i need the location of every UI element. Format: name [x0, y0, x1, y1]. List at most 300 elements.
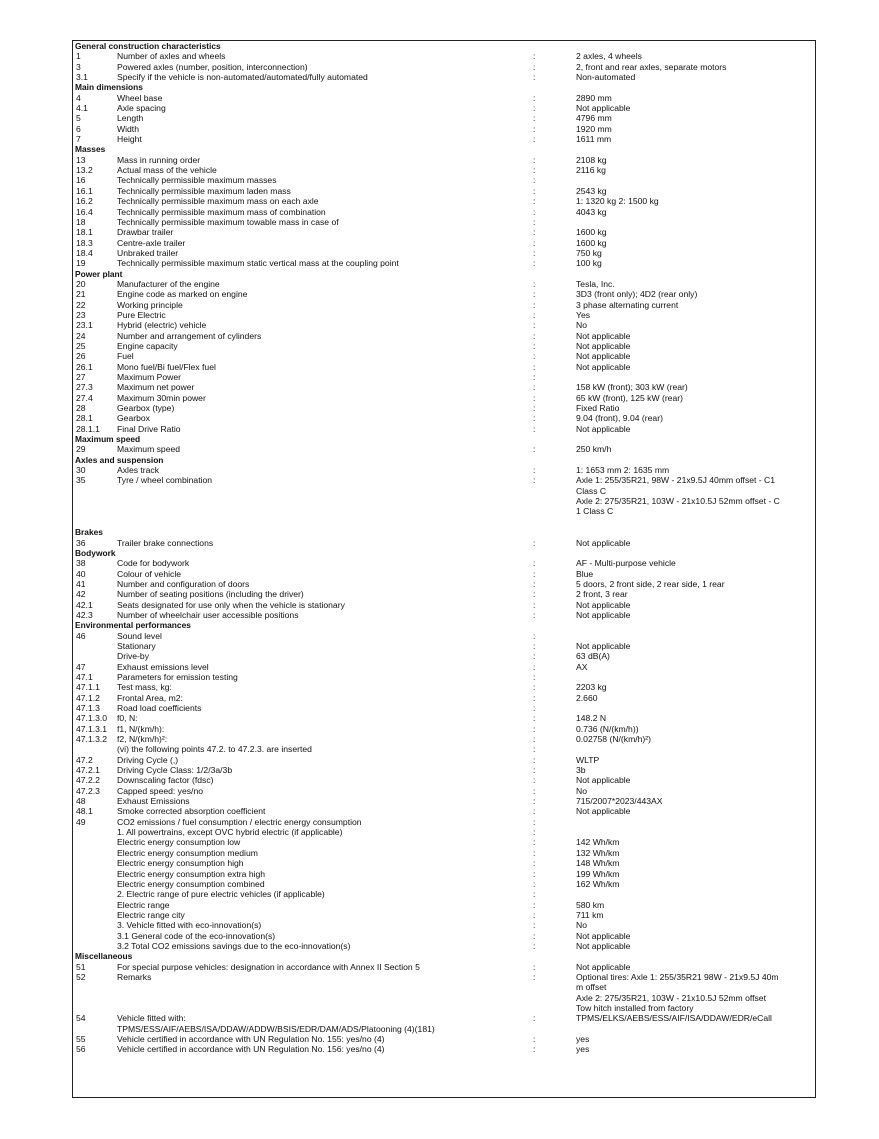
- item-value: AX: [576, 661, 588, 672]
- spec-row: [73, 869, 815, 879]
- separator: :: [533, 713, 536, 724]
- item-label: Electric energy consumption medium: [117, 847, 258, 858]
- separator: :: [533, 258, 536, 269]
- spec-row: [73, 351, 815, 361]
- spec-row: [73, 1034, 815, 1044]
- item-label: Unbraked trailer: [117, 247, 179, 258]
- item-value: No: [576, 320, 587, 331]
- separator: :: [533, 216, 536, 227]
- spec-row: [73, 786, 815, 796]
- item-number: 19: [76, 258, 86, 269]
- item-value: 1: 1320 kg 2: 1500 kg: [576, 196, 659, 207]
- separator: :: [533, 185, 536, 196]
- item-value: 158 kW (front); 303 kW (rear): [576, 382, 688, 393]
- spec-row: [73, 486, 815, 496]
- separator: :: [533, 1013, 536, 1024]
- spec-row: [73, 155, 815, 165]
- spec-row: [73, 51, 815, 61]
- item-value: 1: 1653 mm 2: 1635 mm: [576, 465, 670, 476]
- item-value: 2 front, 3 rear: [576, 589, 628, 600]
- section-heading: [73, 41, 815, 51]
- spec-row: [73, 289, 815, 299]
- item-number: 28: [76, 403, 86, 414]
- spec-row: [73, 910, 815, 920]
- section-heading: [73, 548, 815, 558]
- spec-row: [73, 424, 815, 434]
- separator: :: [533, 599, 536, 610]
- spec-row: [73, 837, 815, 847]
- separator: :: [533, 299, 536, 310]
- spec-row: [73, 506, 815, 516]
- separator: :: [533, 361, 536, 372]
- item-value: 2, front and rear axles, separate motors: [576, 61, 727, 72]
- item-number: 6: [76, 123, 81, 134]
- item-label: Drive-by: [117, 651, 149, 662]
- separator: :: [533, 330, 536, 341]
- item-label: Centre-axle trailer: [117, 237, 186, 248]
- item-number: 47.2.2: [76, 775, 100, 786]
- item-label: f2, N/(km/h)²:: [117, 734, 168, 745]
- separator: :: [533, 237, 536, 248]
- separator: :: [533, 765, 536, 776]
- item-value: 1920 mm: [576, 123, 612, 134]
- spec-row: [73, 569, 815, 579]
- item-label: Parameters for emission testing: [117, 671, 238, 682]
- separator: :: [533, 754, 536, 765]
- separator: :: [533, 196, 536, 207]
- spec-row: [73, 879, 815, 889]
- item-number: 13: [76, 154, 86, 165]
- spec-row: [73, 579, 815, 589]
- item-value: Fixed Ratio: [576, 403, 620, 414]
- separator: :: [533, 827, 536, 838]
- spec-row: [73, 300, 815, 310]
- item-value: 148 Wh/km: [576, 858, 620, 869]
- item-label: (vi) the following points 47.2. to 47.2.3. are inserted: [117, 744, 312, 755]
- item-number: 49: [76, 816, 86, 827]
- item-number: 23.1: [76, 320, 93, 331]
- item-value: 9.04 (front), 9.04 (rear): [576, 413, 663, 424]
- item-value: 1600 kg: [576, 237, 607, 248]
- separator: :: [533, 703, 536, 713]
- item-value: Not applicable: [576, 103, 631, 114]
- item-number: 35: [76, 475, 86, 486]
- spec-row: [73, 124, 815, 134]
- separator: :: [533, 971, 536, 982]
- item-number: 18.3: [76, 237, 93, 248]
- item-number: 23: [76, 309, 86, 320]
- item-value: Class C: [576, 485, 607, 496]
- item-label: Axles track: [117, 465, 160, 476]
- item-label: Test mass, kg:: [117, 682, 172, 693]
- spec-row: [73, 796, 815, 806]
- section-title: Environmental performances: [75, 620, 191, 631]
- spec-row: [73, 362, 815, 372]
- spec-row: [73, 931, 815, 941]
- spec-row: [73, 175, 815, 185]
- item-label: Technically permissible maximum masses: [117, 175, 277, 186]
- item-label: Frontal Area, m2:: [117, 692, 183, 703]
- item-number: 48: [76, 796, 86, 807]
- separator: :: [533, 858, 536, 869]
- item-label: Axle spacing: [117, 103, 166, 114]
- item-number: 16: [76, 175, 86, 186]
- item-label: Electric energy consumption combined: [117, 878, 265, 889]
- item-value: yes: [576, 1034, 590, 1044]
- separator: :: [533, 537, 536, 548]
- item-value: 162 Wh/km: [576, 878, 620, 889]
- separator: :: [533, 423, 536, 434]
- item-number: 47.1.2: [76, 692, 100, 703]
- item-value: 3D3 (front only); 4D2 (rear only): [576, 289, 698, 300]
- item-value: Not applicable: [576, 775, 631, 786]
- item-label: Powered axles (number, position, interconnection): [117, 61, 308, 72]
- item-number: 51: [76, 961, 86, 972]
- item-value: 2116 kg: [576, 165, 606, 176]
- item-label: Exhaust emissions level: [117, 661, 209, 672]
- section-heading: [73, 82, 815, 92]
- spec-row: [73, 331, 815, 341]
- separator: :: [533, 682, 536, 693]
- spec-row: [73, 538, 815, 548]
- item-number: 27: [76, 372, 86, 382]
- item-value: Yes: [576, 309, 591, 320]
- item-value: 1 Class C: [576, 506, 614, 517]
- item-value: 1611 mm: [576, 134, 612, 145]
- item-label: Number of axles and wheels: [117, 51, 226, 62]
- spec-row: [73, 713, 815, 723]
- separator: :: [533, 651, 536, 662]
- spec-row: [73, 207, 815, 217]
- spec-row: [73, 72, 815, 82]
- item-label: Gearbox (type): [117, 403, 175, 414]
- section-title: Miscellaneous: [75, 951, 133, 962]
- item-label: 3. Vehicle fitted with eco-innovation(s): [117, 920, 262, 931]
- item-number: 18.4: [76, 247, 93, 258]
- spec-row: [73, 279, 815, 289]
- separator: :: [533, 113, 536, 124]
- item-value: 250 km/h: [576, 444, 612, 455]
- section-title: Maximum speed: [75, 434, 141, 445]
- item-number: 55: [76, 1034, 86, 1044]
- separator: :: [533, 72, 536, 83]
- spec-row: [73, 475, 815, 485]
- item-label: Maximum speed: [117, 444, 181, 455]
- spec-row: [73, 693, 815, 703]
- separator: :: [533, 868, 536, 879]
- item-number: 16.2: [76, 196, 93, 207]
- separator: :: [533, 340, 536, 351]
- item-label: Capped speed: yes/no: [117, 785, 204, 796]
- item-label: Number and configuration of doors: [117, 578, 250, 589]
- spec-row: [73, 372, 815, 382]
- item-label: Technically permissible maximum mass of combination: [117, 206, 326, 217]
- spec-row: [73, 920, 815, 930]
- separator: :: [533, 609, 536, 620]
- spec-row: [73, 217, 815, 227]
- item-value: Not applicable: [576, 640, 631, 651]
- item-label: Exhaust Emissions: [117, 796, 190, 807]
- item-value: Not applicable: [576, 930, 631, 941]
- spec-row: [73, 403, 815, 413]
- section-heading: [73, 144, 815, 154]
- separator: :: [533, 878, 536, 889]
- item-value: AF - Multi-purpose vehicle: [576, 558, 676, 569]
- separator: :: [533, 847, 536, 858]
- item-label: Working principle: [117, 299, 183, 310]
- spec-row: [73, 703, 815, 713]
- item-label: Gearbox: [117, 413, 150, 424]
- item-label: Technically permissible maximum mass on each axle: [117, 196, 319, 207]
- item-label: Stationary: [117, 640, 156, 651]
- separator: :: [533, 309, 536, 320]
- spec-row: [73, 682, 815, 692]
- item-label: Final Drive Ratio: [117, 423, 181, 434]
- item-label: Maximum 30min power: [117, 392, 206, 403]
- spec-row: [73, 972, 815, 982]
- item-number: 47.1: [76, 671, 93, 682]
- spec-row: [73, 993, 815, 1003]
- item-value: No: [576, 920, 587, 931]
- separator: :: [533, 734, 536, 745]
- item-label: Colour of vehicle: [117, 568, 182, 579]
- spec-row: [73, 889, 815, 899]
- item-number: 29: [76, 444, 86, 455]
- item-label: Driving Cycle Class: 1/2/3a/3b: [117, 765, 233, 776]
- item-number: 47: [76, 661, 86, 672]
- separator: :: [533, 744, 536, 755]
- spec-row: [73, 734, 815, 744]
- item-number: 52: [76, 971, 86, 982]
- separator: :: [533, 320, 536, 331]
- separator: :: [533, 806, 536, 817]
- item-value: Not applicable: [576, 609, 631, 620]
- item-value: 2890 mm: [576, 92, 612, 103]
- separator: :: [533, 578, 536, 589]
- separator: :: [533, 444, 536, 455]
- item-value: Not applicable: [576, 940, 631, 951]
- section-heading: [73, 269, 815, 279]
- item-number: 4.1: [76, 103, 88, 114]
- blank-row: [73, 517, 815, 527]
- item-label: Width: [117, 123, 139, 134]
- item-number: 42.3: [76, 609, 93, 620]
- item-label: 3.2 Total CO2 emissions savings due to the eco-innovation(s): [117, 940, 351, 951]
- spec-row: [73, 610, 815, 620]
- item-value: 2108 kg: [576, 154, 607, 165]
- separator: :: [533, 837, 536, 848]
- item-value: 0.736 (N/(km/h)): [576, 723, 639, 734]
- separator: :: [533, 889, 536, 900]
- item-number: 7: [76, 134, 81, 145]
- item-value: 100 kg: [576, 258, 602, 269]
- separator: :: [533, 558, 536, 569]
- section-title: Axles and suspension: [75, 454, 164, 465]
- item-value: Optional tires: Axle 1: 255/35R21 98W - 21x9.5J 40m: [576, 971, 779, 982]
- item-value: 750 kg: [576, 247, 602, 258]
- separator: :: [533, 103, 536, 114]
- item-value: WLTP: [576, 754, 600, 765]
- spec-row: [73, 1044, 815, 1054]
- item-label: CO2 emissions / fuel consumption / electric energy consumption: [117, 816, 362, 827]
- item-number: 42: [76, 589, 86, 600]
- item-label: f1, N/(km/h):: [117, 723, 165, 734]
- item-number: 1: [76, 51, 81, 62]
- item-label: 1. All powertrains, except OVC hybrid electric (if applicable): [117, 827, 343, 838]
- spec-row: [73, 196, 815, 206]
- item-label: Electric range city: [117, 909, 185, 920]
- spec-row: [73, 113, 815, 123]
- item-value: 0.02758 (N/(km/h)²): [576, 734, 651, 745]
- spec-row: [73, 444, 815, 454]
- separator: :: [533, 413, 536, 424]
- item-value: Not applicable: [576, 961, 631, 972]
- item-value: 4043 kg: [576, 206, 607, 217]
- item-number: 28.1: [76, 413, 93, 424]
- spec-row: [73, 134, 815, 144]
- item-value: 2.660: [576, 692, 598, 703]
- spec-row: [73, 641, 815, 651]
- spec-row: [73, 227, 815, 237]
- section-heading: [73, 951, 815, 961]
- separator: :: [533, 692, 536, 703]
- item-label: Electric energy consumption high: [117, 858, 244, 869]
- item-number: 28.1.1: [76, 423, 100, 434]
- item-value: m offset: [576, 982, 607, 993]
- item-value: Not applicable: [576, 537, 631, 548]
- item-label: Engine code as marked on engine: [117, 289, 248, 300]
- spec-row: [73, 744, 815, 754]
- item-number: 16.1: [76, 185, 93, 196]
- item-value: 2 axles, 4 wheels: [576, 51, 642, 62]
- item-label: For special purpose vehicles: designation in accordance with Annex II Section 5: [117, 961, 420, 972]
- separator: :: [533, 247, 536, 258]
- item-value: Not applicable: [576, 351, 631, 362]
- item-number: 18.1: [76, 227, 93, 238]
- spec-row: [73, 382, 815, 392]
- item-number: 3.1: [76, 72, 88, 83]
- item-label: Remarks: [117, 971, 152, 982]
- spec-row: [73, 465, 815, 475]
- spec-row: [73, 496, 815, 506]
- item-label: Technically permissible maximum laden mass: [117, 185, 291, 196]
- spec-row: [73, 93, 815, 103]
- item-label: Specify if the vehicle is non-automated/automated/fully automated: [117, 72, 368, 83]
- item-value: 1600 kg: [576, 227, 607, 238]
- item-number: 47.2: [76, 754, 93, 765]
- item-label: Electric energy consumption extra high: [117, 868, 266, 879]
- item-number: 13.2: [76, 165, 93, 176]
- item-value: Tesla, Inc.: [576, 278, 615, 289]
- item-number: 42.1: [76, 599, 93, 610]
- item-number: 48.1: [76, 806, 93, 817]
- separator: :: [533, 465, 536, 476]
- item-value: Not applicable: [576, 361, 631, 372]
- separator: :: [533, 661, 536, 672]
- separator: :: [533, 175, 536, 186]
- item-label: Engine capacity: [117, 340, 178, 351]
- item-number: 5: [76, 113, 81, 124]
- separator: :: [533, 61, 536, 72]
- section-title: General construction characteristics: [75, 41, 221, 51]
- separator: :: [533, 589, 536, 600]
- item-value: Non-automated: [576, 72, 636, 83]
- spec-row: [73, 1003, 815, 1013]
- item-value: Not applicable: [576, 806, 631, 817]
- separator: :: [533, 899, 536, 910]
- item-value: 132 Wh/km: [576, 847, 620, 858]
- spec-row: [73, 413, 815, 423]
- section-heading: [73, 620, 815, 630]
- spec-row: [73, 341, 815, 351]
- separator: :: [533, 51, 536, 62]
- item-number: 16.4: [76, 206, 93, 217]
- spec-row: [73, 806, 815, 816]
- separator: :: [533, 123, 536, 134]
- spec-row: [73, 165, 815, 175]
- item-label: Seats designated for use only when the vehicle is stationary: [117, 599, 345, 610]
- spec-row: [73, 827, 815, 837]
- separator: :: [533, 382, 536, 393]
- item-value: Axle 1: 255/35R21, 98W - 21x9.5J 40mm offset - C1: [576, 475, 776, 486]
- separator: :: [533, 206, 536, 217]
- item-value: 3b: [576, 765, 586, 776]
- item-value: 142 Wh/km: [576, 837, 620, 848]
- item-value: TPMS/ELKS/AEBS/ESS/AIF/ISA/DDAW/EDR/eCall: [576, 1013, 772, 1024]
- item-value: 63 dB(A): [576, 651, 610, 662]
- spec-row: [73, 600, 815, 610]
- separator: :: [533, 1044, 536, 1055]
- separator: :: [533, 961, 536, 972]
- item-number: 18: [76, 216, 86, 227]
- item-label: TPMS/ESS/AIF/AEBS/ISA/DDAW/ADDW/BSIS/EDR/DAM/ADS/Platooning (4)(181): [117, 1023, 435, 1034]
- spec-row: [73, 558, 815, 568]
- spec-row: [73, 765, 815, 775]
- separator: :: [533, 351, 536, 362]
- spec-row: [73, 186, 815, 196]
- item-label: Road load coefficients: [117, 703, 202, 713]
- item-number: 40: [76, 568, 86, 579]
- item-label: 2. Electric range of pure electric vehicles (if applicable): [117, 889, 325, 900]
- item-number: 4: [76, 92, 81, 103]
- section-title: Power plant: [75, 268, 123, 279]
- item-number: 24: [76, 330, 86, 341]
- item-number: 41: [76, 578, 86, 589]
- item-number: 47.1.1: [76, 682, 100, 693]
- spec-row: [73, 589, 815, 599]
- section-title: Main dimensions: [75, 82, 143, 93]
- section-heading: [73, 527, 815, 537]
- item-label: Downscaling factor (fdsc): [117, 775, 214, 786]
- item-value: Tow hitch installed from factory: [576, 1002, 694, 1013]
- item-value: No: [576, 785, 587, 796]
- item-label: Maximum net power: [117, 382, 195, 393]
- spec-row: [73, 393, 815, 403]
- item-number: 47.1.3.2: [76, 734, 108, 745]
- item-label: Pure Electric: [117, 309, 166, 320]
- item-label: Technically permissible maximum towable mass in case of: [117, 216, 339, 227]
- separator: :: [533, 568, 536, 579]
- spec-row: [73, 672, 815, 682]
- item-label: Length: [117, 113, 144, 124]
- item-value: 715/2007*2023/443AX: [576, 796, 663, 807]
- item-label: 3.1 General code of the eco-innovation(s): [117, 930, 276, 941]
- item-number: 30: [76, 465, 86, 476]
- item-label: Number and arrangement of cylinders: [117, 330, 262, 341]
- separator: :: [533, 775, 536, 786]
- item-value: Not applicable: [576, 340, 631, 351]
- spec-row: [73, 941, 815, 951]
